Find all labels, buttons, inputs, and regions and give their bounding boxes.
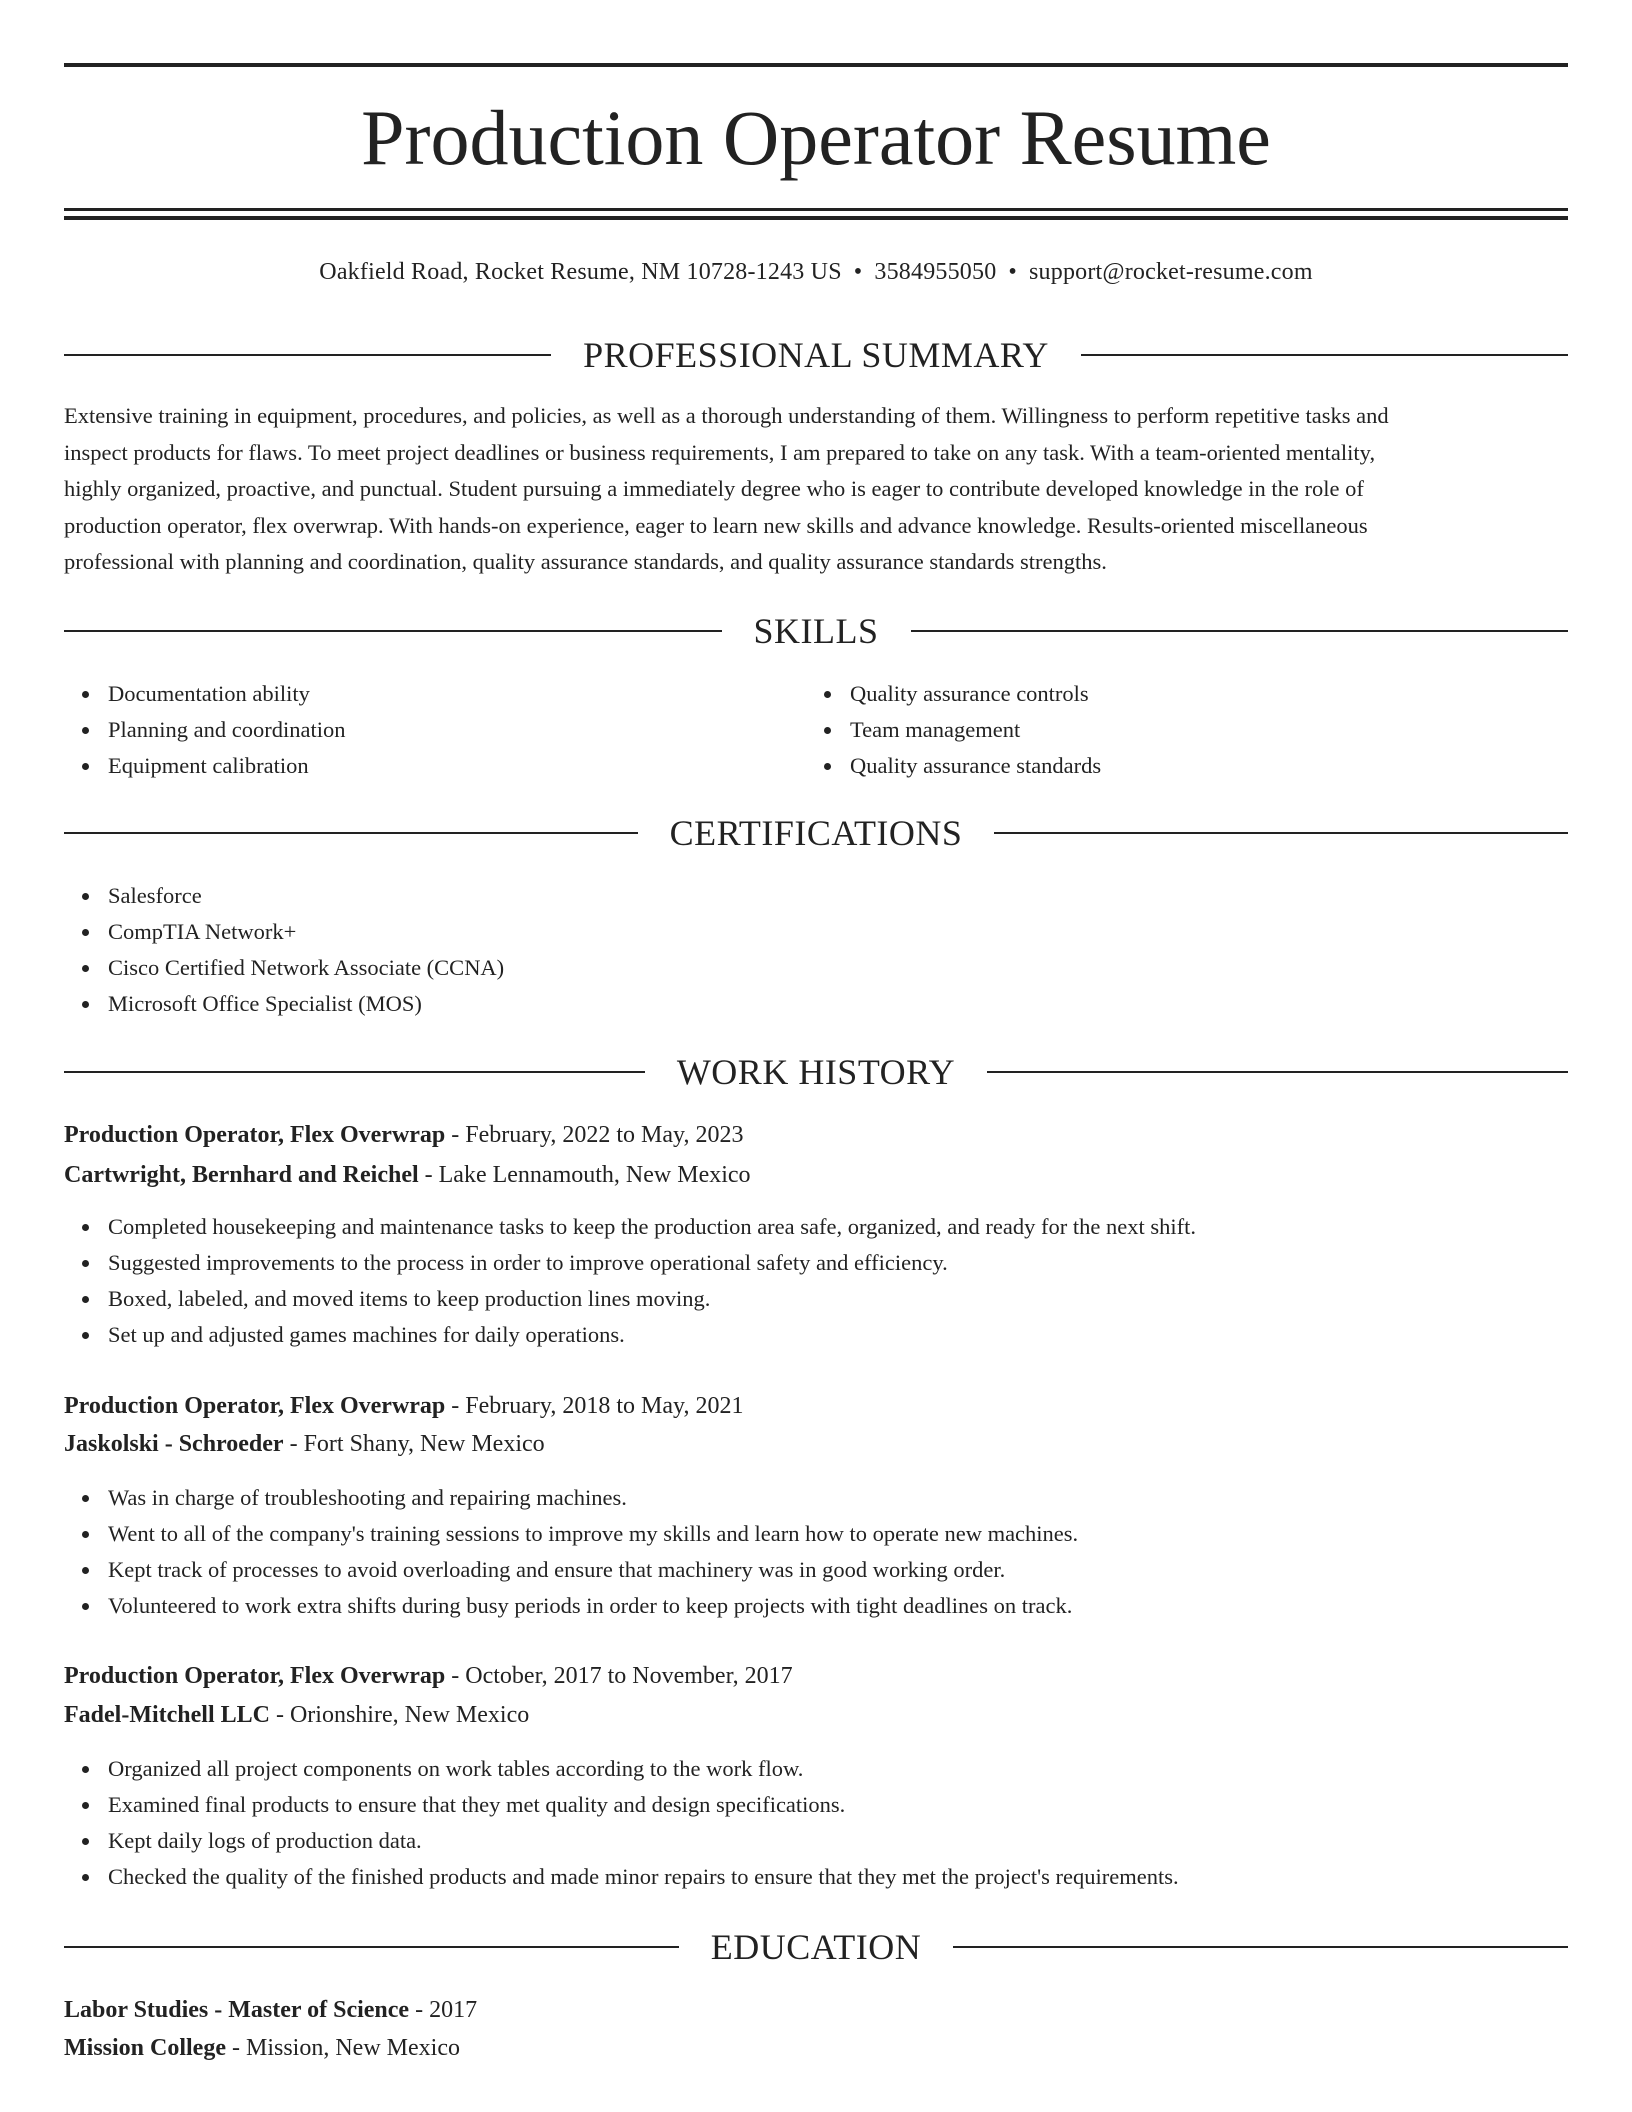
job-bullet: Volunteered to work extra shifts during busy periods in order to keep projects with tight deadlines on track. [108,1588,1078,1624]
job-title-line [64,1658,1568,1694]
top-rule [64,63,1568,67]
section-heading-certifications [64,811,1568,855]
heading-rule [64,1946,679,1948]
skill-item: Equipment calibration [108,748,345,784]
contact-separator: • [1008,259,1017,285]
heading-rule [911,630,1569,632]
title-rule-lower [64,216,1568,220]
section-heading-skills [64,609,1568,653]
job-bullets [64,1209,1196,1353]
job-company-line [64,1426,1568,1462]
summary-line: highly organized, proactive, and punctual. Student pursuing a immediately degree who is eager to contribute developed knowledge in the role of [64,476,1364,501]
summary-line: Extensive training in equipment, procedures, and policies, as well as a thorough understanding of them. Willingness to perform repetitive tasks and [64,403,1389,428]
job-dates: - October, 2017 to November, 2017 [445,1663,793,1689]
job-location: - Orionshire, New Mexico [269,1702,530,1728]
section-heading-label: CERTIFICATIONS [669,813,963,853]
job-title-line [64,1117,1568,1153]
section-heading-education [64,1925,1568,1969]
education-degree-line [64,1992,1568,2028]
heading-rule [994,832,1568,834]
job-bullet: Organized all project components on work tables according to the work flow. [108,1751,1179,1787]
contact-separator: • [853,259,863,285]
skill-item: Quality assurance standards [850,748,1101,784]
heading-rule [953,1946,1568,1948]
heading-rule [1081,354,1568,356]
contact-address: Oakfield Road, Rocket Resume, NM 10728-1243 US [319,259,842,285]
skill-item: Planning and coordination [108,712,345,748]
job-bullet: Completed housekeeping and maintenance tasks to keep the production area safe, organized, and ready for the next shift. [108,1209,1196,1245]
job-company: Cartwright, Bernhard and Reichel [64,1162,419,1188]
certification-item: Microsoft Office Specialist (MOS) [108,986,504,1022]
job-title: Production Operator, Flex Overwrap [64,1393,446,1419]
education-location: - Mission, New Mexico [226,2035,460,2061]
heading-rule [64,354,551,356]
job-title: Production Operator, Flex Overwrap [64,1663,446,1689]
job-title: Production Operator, Flex Overwrap [64,1122,446,1148]
certifications-list [64,878,504,1022]
job-location: - Fort Shany, New Mexico [283,1431,545,1457]
heading-rule [987,1071,1568,1073]
skills-list-right [806,676,1101,784]
job-bullet: Was in charge of troubleshooting and repairing machines. [108,1480,1078,1516]
section-heading-label: EDUCATION [710,1927,922,1967]
contact-email: support@rocket-resume.com [1029,259,1313,285]
skill-item: Quality assurance controls [850,676,1101,712]
skill-item: Team management [850,712,1101,748]
contact-phone: 3584955050 [874,259,997,285]
job-bullet: Set up and adjusted games machines for daily operations. [108,1317,1196,1353]
section-heading-summary [64,333,1568,377]
section-heading-work-history [64,1050,1568,1094]
job-title-line [64,1388,1568,1424]
job-location: - Lake Lennamouth, New Mexico [418,1162,751,1188]
skills-list-left [64,676,345,784]
section-heading-label: SKILLS [753,611,879,651]
section-heading-label: WORK HISTORY [676,1052,956,1092]
education-degree: Labor Studies - Master of Science [64,1997,410,2023]
certification-item: Cisco Certified Network Associate (CCNA) [108,950,504,986]
job-company: Jaskolski - Schroeder [64,1431,284,1457]
skill-item: Documentation ability [108,676,345,712]
job-bullet: Went to all of the company's training sessions to improve my skills and learn how to operate new machines. [108,1516,1078,1552]
job-company: Fadel-Mitchell LLC [64,1702,270,1728]
section-heading-label: PROFESSIONAL SUMMARY [583,335,1049,375]
title-rule-upper [64,208,1568,211]
education-school-line [64,2030,1568,2066]
job-dates: - February, 2022 to May, 2023 [445,1122,744,1148]
job-bullet: Kept track of processes to avoid overloading and ensure that machinery was in good working order. [108,1552,1078,1588]
certification-item: Salesforce [108,878,504,914]
job-bullets [64,1751,1179,1895]
summary-paragraph [64,398,1568,581]
heading-rule [64,832,638,834]
resume-title: Production Operator Resume [361,94,1271,181]
certification-item: CompTIA Network+ [108,914,504,950]
job-bullet: Kept daily logs of production data. [108,1823,1179,1859]
summary-line: production operator, flex overwrap. With hands-on experience, eager to learn new skills and advance knowledge. Results-oriented miscellaneous [64,512,1368,538]
job-dates: - February, 2018 to May, 2021 [445,1393,744,1419]
job-company-line [64,1157,1568,1193]
job-bullets [64,1480,1078,1624]
summary-line: inspect products for flaws. To meet project deadlines or business requirements, I am prepared to take on any task. With a team-oriented mentality, [64,439,1376,465]
job-bullet: Checked the quality of the finished products and made minor repairs to ensure that they met the project's requirements. [108,1859,1179,1895]
job-company-line [64,1697,1568,1733]
contact-line [64,254,1568,290]
education-school: Mission College [64,2035,226,2061]
heading-rule [64,630,722,632]
summary-line: professional with planning and coordination, quality assurance standards, and quality assurance standards strengths. [64,549,1107,574]
education-year: - 2017 [409,1997,478,2023]
job-bullet: Suggested improvements to the process in order to improve operational safety and efficiency. [108,1245,1196,1281]
heading-rule [64,1071,645,1073]
job-bullet: Examined final products to ensure that they met quality and design specifications. [108,1787,1179,1823]
job-bullet: Boxed, labeled, and moved items to keep production lines moving. [108,1281,1196,1317]
